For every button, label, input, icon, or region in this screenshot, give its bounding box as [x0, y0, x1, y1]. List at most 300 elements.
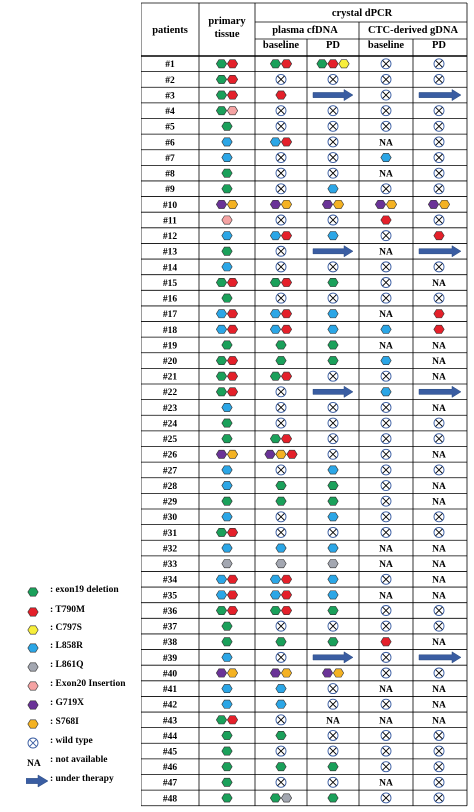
table-row [163, 434, 444, 445]
legend-symbol [26, 735, 48, 751]
table-row [163, 684, 446, 695]
patient-id: #35 [162, 591, 178, 602]
cell-ctc-pd [434, 762, 444, 772]
cell-ctc-pd [432, 544, 446, 554]
cell-cf-pd [328, 560, 338, 568]
wild-type-icon [434, 215, 444, 225]
header-patients: patients [152, 25, 188, 36]
legend-symbol [26, 754, 48, 770]
wild-type-icon [328, 153, 338, 163]
mutation-t790m-icon [227, 91, 237, 99]
cell-tissue [216, 278, 237, 286]
table-row [165, 184, 444, 195]
cell-cf-pd [328, 466, 338, 474]
wild-type-icon [276, 465, 286, 475]
cell-cf-base [276, 246, 286, 256]
cell-ctc-base [381, 621, 391, 631]
mutation-exon19-deletion-icon [328, 481, 338, 489]
wild-type-icon [381, 449, 391, 459]
cell-cf-base [276, 465, 286, 475]
wild-type-icon [434, 527, 444, 537]
cell-ctc-pd [434, 730, 444, 740]
cell-tissue [222, 778, 232, 786]
wild-type-icon [381, 262, 391, 272]
mutation-l858r-icon [270, 138, 280, 146]
mutation-l858r-icon [328, 325, 338, 333]
not-available-text: NA [326, 716, 340, 727]
cell-tissue [222, 560, 232, 568]
patient-id: #6 [165, 138, 175, 149]
cell-cf-pd [328, 153, 338, 163]
cell-cf-base [276, 153, 286, 163]
cell-cf-base [276, 512, 286, 522]
cell-ctc-base [381, 574, 391, 584]
cell-tissue [222, 419, 232, 427]
legend-label: : Exon20 Insertion [50, 679, 126, 689]
table-row [165, 137, 444, 148]
cell-cf-base [270, 231, 291, 239]
wild-type-icon [276, 293, 286, 303]
cell-ctc-base [381, 402, 391, 412]
not-available-text: NA [432, 575, 446, 586]
cell-cf-pd [328, 621, 338, 631]
cell-cf-base [276, 91, 286, 99]
legend-item-na [26, 754, 141, 770]
cell-ctc-pd [432, 576, 446, 586]
cell-cf-pd [328, 730, 338, 740]
mutation-s768i-icon [227, 669, 237, 677]
cell-ctc-pd [434, 434, 444, 444]
cell-cf-base [276, 731, 286, 739]
wild-type-icon [381, 527, 391, 537]
mutation-t790m-icon [227, 575, 237, 583]
cell-tissue [222, 153, 232, 161]
cell-ctc-base [379, 248, 393, 258]
mutation-exon19-deletion-icon [328, 794, 338, 802]
patient-id: #29 [162, 497, 178, 508]
cell-cf-pd [328, 402, 338, 412]
cell-ctc-pd [434, 793, 444, 803]
cell-ctc-base [381, 59, 391, 69]
table-row [165, 168, 444, 179]
cell-cf-base [270, 372, 291, 380]
wild-type-icon [381, 121, 391, 131]
patient-id: #34 [162, 575, 178, 586]
table-row [163, 386, 461, 398]
header-ctc-gdna: CTC-derived gDNA [367, 25, 459, 36]
table-grid [141, 3, 467, 806]
wild-type-icon [381, 621, 391, 631]
cell-tissue [222, 747, 232, 755]
patient-id: #5 [165, 122, 175, 133]
cell-ctc-pd [432, 685, 446, 695]
cell-cf-base [276, 763, 286, 771]
wild-type-icon [276, 715, 286, 725]
legend-item-exon20-insertion [26, 678, 141, 694]
mutation-exon19-deletion-icon [216, 606, 226, 614]
cell-ctc-pd [428, 200, 449, 208]
cell-tissue [222, 122, 232, 130]
cell-tissue [222, 169, 232, 177]
wild-type-icon [434, 746, 444, 756]
cell-cf-base [276, 481, 286, 489]
cell-cf-base [276, 106, 286, 116]
patient-id: #25 [162, 435, 178, 446]
mutation-t790m-icon [434, 325, 444, 333]
cell-ctc-base [379, 591, 393, 601]
patient-id: #27 [162, 466, 178, 477]
cell-cf-pd [328, 449, 338, 459]
wild-type-icon [276, 402, 286, 412]
header-cf-baseline: baseline [262, 40, 300, 51]
wild-type-icon [381, 652, 391, 662]
mutation-s768i-icon [386, 200, 396, 208]
table-row [163, 527, 444, 538]
mutation-exon19-deletion-icon [222, 122, 232, 130]
wild-type-icon [328, 684, 338, 694]
table-row [163, 418, 444, 429]
mutation-exon19-deletion-icon [276, 497, 286, 505]
mutation-exon19-deletion-icon [222, 185, 232, 193]
mutation-g719x-icon [322, 669, 332, 677]
under-therapy-arrow-icon [26, 775, 48, 787]
cell-tissue [222, 684, 232, 692]
cell-ctc-base [381, 496, 391, 506]
mutation-s768i-icon [227, 200, 237, 208]
mutation-exon19-deletion-icon [222, 247, 232, 255]
wild-type-icon [434, 168, 444, 178]
mutation-exon20-insertion-icon [222, 216, 232, 224]
cell-cf-base [276, 418, 286, 428]
mutation-l858r-icon [381, 153, 391, 161]
under-therapy-arrow-icon [419, 652, 461, 663]
mutation-g719x-icon [270, 669, 280, 677]
table-row [163, 544, 446, 555]
legend-label: : exon19 deletion [50, 585, 119, 595]
cell-cf-pd [328, 278, 338, 286]
cell-ctc-pd [419, 246, 461, 257]
cell-cf-base [276, 777, 286, 787]
cell-tissue [222, 341, 232, 349]
mutation-t790m-icon [227, 606, 237, 614]
cell-ctc-base [381, 121, 391, 131]
mutation-l861q-icon [222, 560, 232, 568]
wild-type-icon [276, 262, 286, 272]
cell-cf-pd [328, 185, 338, 193]
table-row [163, 746, 444, 757]
cell-cf-base [270, 310, 291, 318]
cell-tissue [222, 403, 232, 411]
mutation-t790m-icon [227, 388, 237, 396]
cell-tissue [216, 91, 237, 99]
wild-type-icon [434, 137, 444, 147]
wild-type-icon [328, 74, 338, 84]
cell-ctc-pd [434, 465, 444, 475]
cell-ctc-base [379, 310, 393, 320]
mutation-exon19-deletion-icon [222, 419, 232, 427]
mutation-exon19-deletion-icon [222, 747, 232, 755]
mutation-exon19-deletion-icon [222, 638, 232, 646]
mutation-l858r-icon [270, 325, 280, 333]
wild-type-icon [28, 738, 38, 748]
cell-ctc-base [379, 716, 393, 726]
wild-type-icon [381, 74, 391, 84]
wild-type-icon [381, 512, 391, 522]
mutation-t790m-icon [281, 372, 291, 380]
cell-tissue [222, 700, 232, 708]
not-available-text: NA [432, 685, 446, 696]
table-row [163, 449, 446, 460]
wild-type-icon [381, 496, 391, 506]
cell-cf-pd [328, 699, 338, 709]
wild-type-icon [381, 699, 391, 709]
wild-type-icon [381, 90, 391, 100]
mutation-g719x-icon [216, 200, 226, 208]
table-row [163, 574, 446, 585]
cell-cf-base [270, 278, 291, 286]
table-row [163, 277, 446, 288]
not-available-text: NA [432, 372, 446, 383]
wild-type-icon [434, 730, 444, 740]
wild-type-icon [381, 293, 391, 303]
wild-type-icon [276, 74, 286, 84]
not-available-text: NA [379, 685, 393, 696]
mutation-l858r-icon [222, 231, 232, 239]
mutation-c797s-icon [339, 60, 349, 68]
wild-type-icon [434, 153, 444, 163]
patient-id: #4 [165, 107, 175, 118]
table-row [163, 310, 444, 321]
cell-cf-base [276, 684, 286, 692]
cell-ctc-base [381, 90, 391, 100]
mutation-l861q-icon [281, 794, 291, 802]
legend-label: : not available [50, 755, 108, 765]
patient-id: #16 [162, 294, 178, 305]
wild-type-icon [381, 465, 391, 475]
wild-type-icon [328, 121, 338, 131]
mutation-exon19-deletion-icon [328, 497, 338, 505]
cell-cf-pd [328, 497, 338, 505]
cell-cf-base [276, 184, 286, 194]
not-available-text: NA [432, 403, 446, 414]
cell-cf-base [276, 387, 286, 397]
mutation-t790m-icon [434, 231, 444, 239]
cell-ctc-base [381, 325, 391, 333]
not-available-text: NA [432, 481, 446, 492]
not-available-text: NA [432, 450, 446, 461]
wild-type-icon [276, 121, 286, 131]
cell-ctc-pd [434, 777, 444, 787]
wild-type-icon [276, 153, 286, 163]
cell-ctc-pd [434, 325, 444, 333]
cell-cf-base [276, 527, 286, 537]
cell-cf-pd [328, 684, 338, 694]
cell-ctc-pd [434, 512, 444, 522]
mutation-t790m-icon [281, 435, 291, 443]
mutation-c797s-icon [28, 626, 38, 634]
mutation-exon19-deletion-icon [276, 341, 286, 349]
cell-ctc-base [381, 606, 391, 616]
not-available-text: NA [432, 278, 446, 289]
wild-type-icon [276, 184, 286, 194]
mutation-l858r-icon [381, 325, 391, 333]
patient-id: #7 [165, 153, 175, 164]
table-body [163, 59, 461, 805]
cell-cf-pd [328, 215, 338, 225]
cell-cf-base [270, 606, 291, 614]
cell-ctc-base [381, 746, 391, 756]
cell-cf-base [265, 450, 297, 458]
table-row [163, 356, 446, 367]
patient-id: #21 [162, 372, 178, 383]
not-available-text: NA [379, 544, 393, 555]
wild-type-icon [328, 106, 338, 116]
table-row [163, 715, 446, 726]
cell-tissue [222, 622, 232, 630]
wild-type-icon [434, 74, 444, 84]
mutation-l858r-icon [222, 481, 232, 489]
legend-item-l858r [26, 640, 141, 656]
not-available-text: NA [379, 247, 393, 258]
mutation-l858r-icon [276, 684, 286, 692]
wild-type-icon [434, 606, 444, 616]
mutation-t790m-icon [227, 591, 237, 599]
cell-tissue [222, 653, 232, 661]
cell-ctc-base [381, 388, 391, 396]
wild-type-icon [276, 527, 286, 537]
patient-id: #19 [162, 341, 178, 352]
cell-tissue [222, 794, 232, 802]
mutation-exon19-deletion-icon [222, 794, 232, 802]
mutation-exon19-deletion-icon [216, 91, 226, 99]
cell-ctc-pd [434, 668, 444, 678]
cell-ctc-base [381, 153, 391, 161]
mutation-exon19-deletion-icon [276, 763, 286, 771]
header-primary-tissue-line2: tissue [214, 29, 240, 40]
cell-ctc-pd [419, 386, 461, 397]
wild-type-icon [381, 184, 391, 194]
table-row [163, 793, 444, 804]
legend-symbol [26, 716, 48, 732]
mutation-t790m-icon [281, 231, 291, 239]
mutation-exon19-deletion-icon [222, 731, 232, 739]
cell-cf-base [276, 262, 286, 272]
mutation-exon19-deletion-icon [270, 794, 280, 802]
mutation-l858r-icon [222, 513, 232, 521]
wild-type-icon [381, 418, 391, 428]
mutation-l858r-icon [328, 513, 338, 521]
cell-ctc-pd [434, 184, 444, 194]
patient-id: #26 [162, 450, 178, 461]
wild-type-icon [328, 402, 338, 412]
cell-ctc-pd [434, 231, 444, 239]
cell-ctc-base [381, 216, 391, 224]
mutation-l858r-icon [270, 231, 280, 239]
cell-cf-pd [328, 794, 338, 802]
patient-id: #1 [165, 60, 175, 71]
wild-type-icon [276, 168, 286, 178]
cell-tissue [222, 466, 232, 474]
patient-id: #18 [162, 325, 178, 336]
cell-ctc-base [381, 371, 391, 381]
wild-type-icon [328, 215, 338, 225]
wild-type-icon [276, 777, 286, 787]
cell-ctc-pd [432, 341, 446, 351]
patient-id: #10 [162, 200, 178, 211]
mutation-s768i-icon [276, 450, 286, 458]
cell-ctc-base [381, 449, 391, 459]
mutation-exon19-deletion-icon [222, 622, 232, 630]
legend-symbol [26, 697, 48, 713]
not-available-text: NA [379, 341, 393, 352]
mutation-l858r-icon [222, 153, 232, 161]
cell-ctc-pd [434, 106, 444, 116]
mutation-t790m-icon [227, 75, 237, 83]
cell-ctc-base [381, 434, 391, 444]
wild-type-icon [381, 730, 391, 740]
cell-cf-pd [328, 371, 338, 381]
cell-ctc-pd [434, 121, 444, 131]
wild-type-icon [328, 730, 338, 740]
mutation-g719x-icon [270, 200, 280, 208]
cell-cf-pd [328, 591, 338, 599]
wild-type-icon [328, 449, 338, 459]
mutation-t790m-icon [227, 716, 237, 724]
cell-ctc-base [381, 762, 391, 772]
wild-type-icon [328, 418, 338, 428]
mutation-l858r-icon [276, 544, 286, 552]
patient-id: #42 [162, 700, 178, 711]
header-plasma-cfdna: plasma cfDNA [272, 25, 338, 36]
legend-item-exon19-deletion [26, 584, 141, 600]
patient-id: #33 [162, 560, 178, 571]
legend-symbol [26, 622, 48, 638]
cell-tissue [216, 356, 237, 364]
mutation-s768i-icon [333, 200, 343, 208]
cell-cf-pd [328, 325, 338, 333]
wild-type-icon [434, 621, 444, 631]
cell-ctc-pd [432, 701, 446, 711]
legend-symbol [26, 640, 48, 656]
mutation-t790m-icon [227, 278, 237, 286]
wild-type-icon [276, 215, 286, 225]
patient-id: #47 [162, 778, 178, 789]
patient-id: #17 [162, 310, 178, 321]
not-available-text: NA [432, 716, 446, 727]
patient-id: #36 [162, 606, 178, 617]
cell-ctc-pd [434, 74, 444, 84]
wild-type-icon [381, 277, 391, 287]
mutation-exon19-deletion-icon [216, 528, 226, 536]
mutation-exon19-deletion-icon [222, 435, 232, 443]
mutation-exon19-deletion-icon [328, 341, 338, 349]
cell-ctc-pd [432, 357, 446, 367]
cell-ctc-base [381, 74, 391, 84]
table-row [165, 153, 444, 164]
patient-id: #32 [162, 544, 178, 555]
cell-ctc-base [381, 293, 391, 303]
cell-ctc-base [381, 418, 391, 428]
mutation-t790m-icon [227, 356, 237, 364]
cell-cf-base [276, 402, 286, 412]
cell-ctc-pd [434, 293, 444, 303]
patient-id: #37 [162, 622, 178, 633]
cell-cf-base [270, 669, 291, 677]
mutation-s768i-icon [28, 720, 38, 728]
wild-type-icon [328, 746, 338, 756]
cell-tissue [222, 216, 232, 224]
cell-tissue [222, 731, 232, 739]
